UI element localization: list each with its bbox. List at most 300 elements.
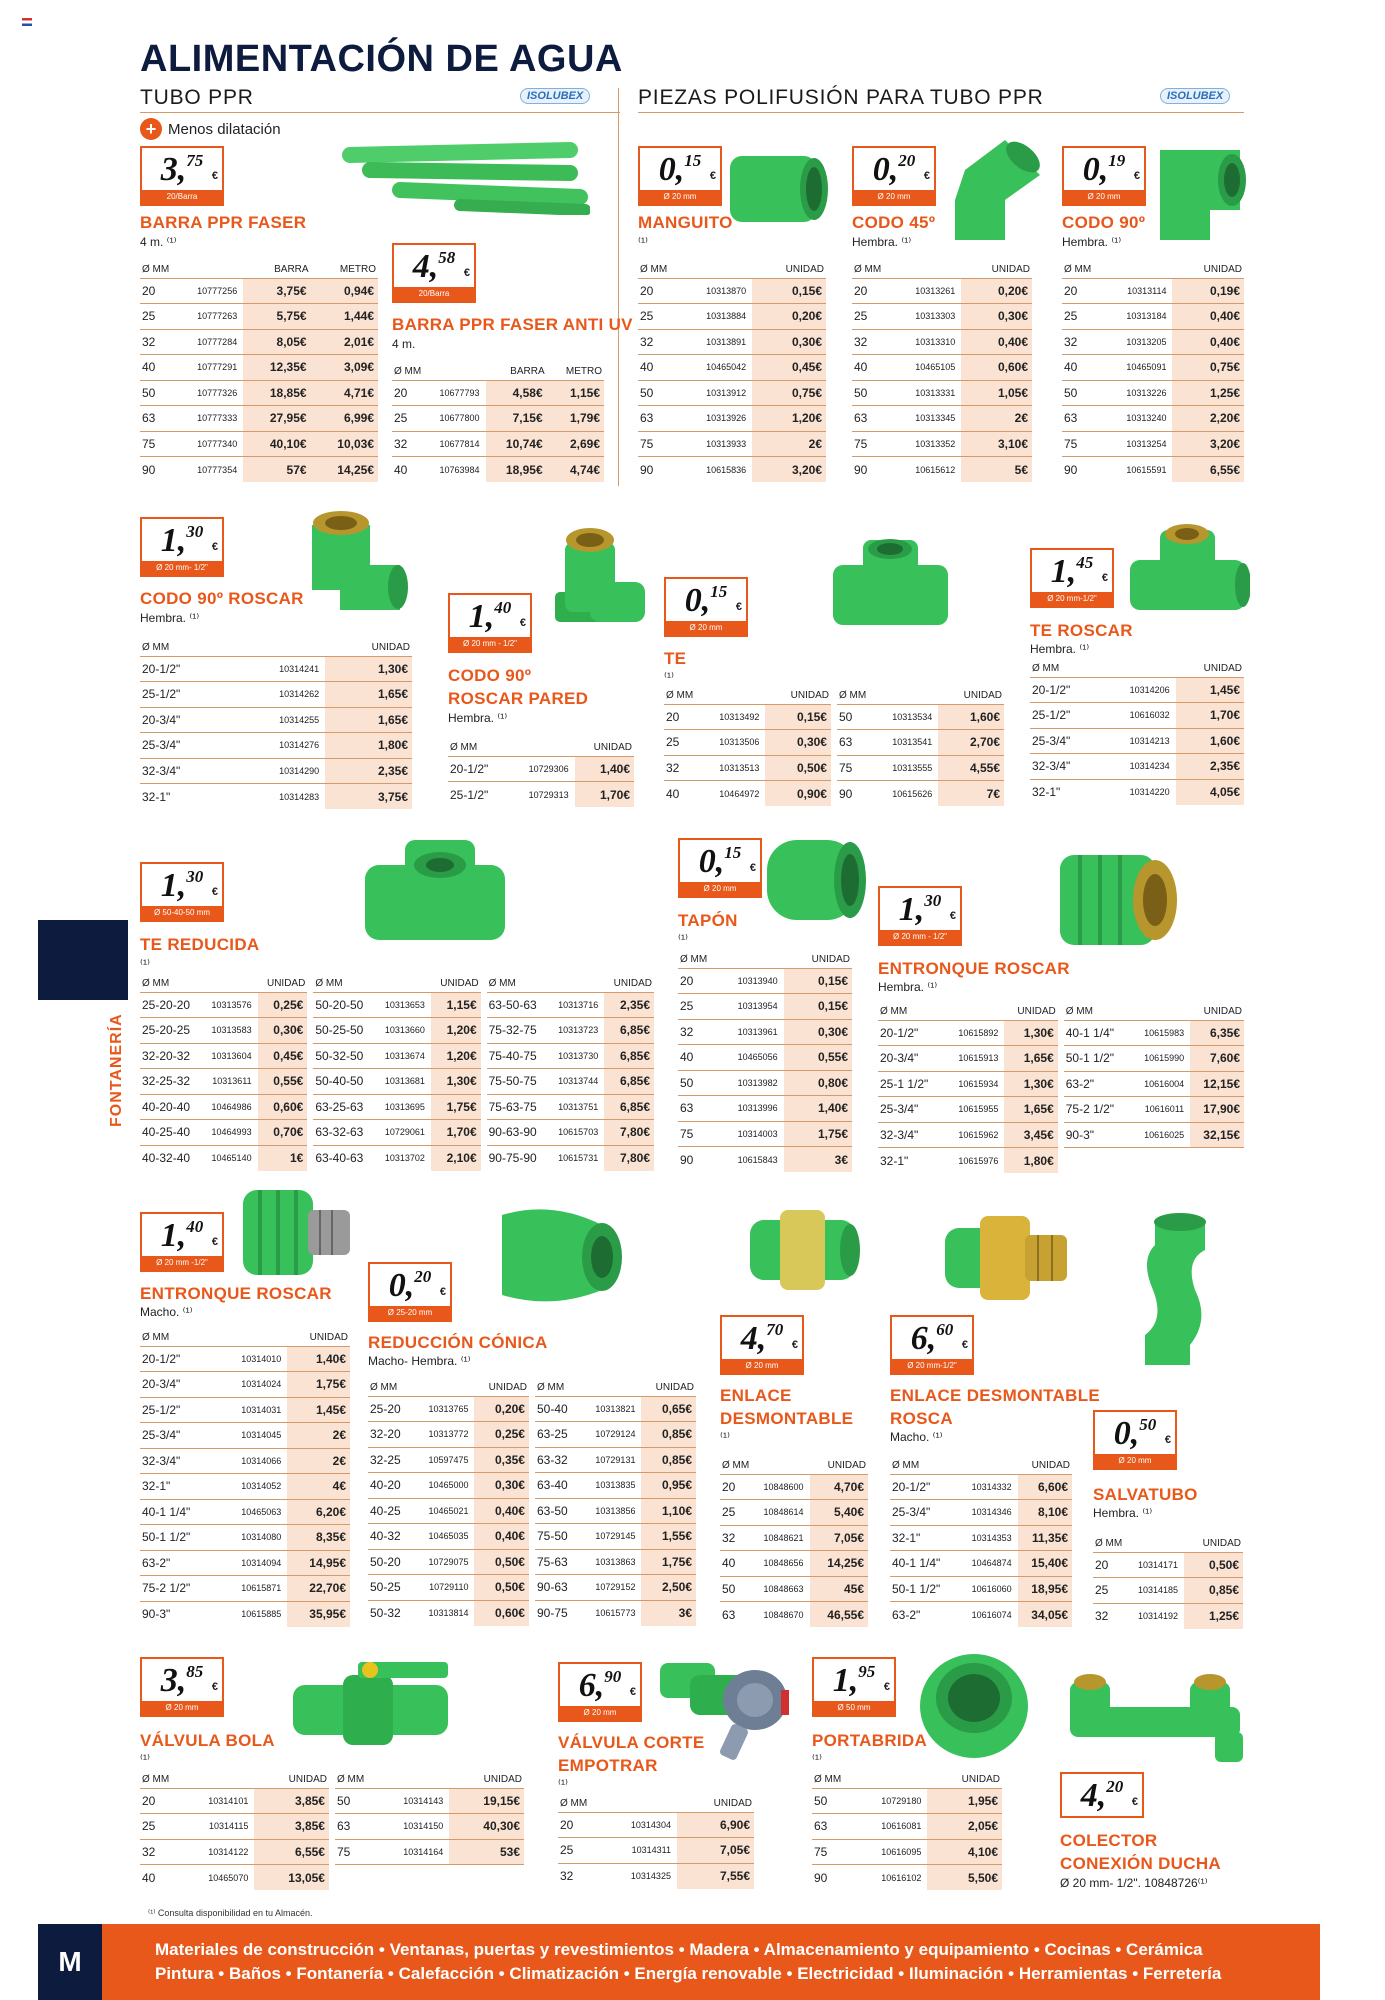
- price-cell: 0,20€: [752, 304, 826, 330]
- size-cell: 63: [812, 1814, 843, 1840]
- table-row: [140, 656, 412, 682]
- price-badge: 0,20 € Ø 25-20 mm: [368, 1262, 452, 1322]
- ref-cell: 10313576: [201, 992, 257, 1018]
- table-row: [140, 1839, 524, 1865]
- column-header: Ø MM: [814, 1774, 842, 1786]
- price-cell: 3,85€: [254, 1814, 329, 1840]
- table-row: [140, 1550, 350, 1576]
- price-cell: 6,55€: [254, 1839, 329, 1865]
- table-row: [678, 1147, 852, 1173]
- price-cell: 1,30€: [1004, 1071, 1057, 1097]
- size-cell: 40: [140, 355, 167, 381]
- size-cell: 63: [837, 730, 864, 756]
- table-row: [852, 406, 1032, 432]
- size-cell: 20: [558, 1812, 590, 1838]
- table-row: [140, 682, 412, 708]
- size-cell: 32: [558, 1863, 590, 1889]
- column-header: Ø MM: [142, 264, 170, 276]
- ref-cell: 10313814: [413, 1600, 475, 1626]
- price-cell: 7,05€: [810, 1525, 868, 1551]
- column-header: Ø MM: [488, 978, 516, 990]
- ref-cell: 10313996: [706, 1096, 784, 1122]
- ref-cell: 10314255: [227, 707, 325, 733]
- column-header: METRO: [565, 366, 602, 378]
- table-row: [1093, 1603, 1243, 1629]
- price-cell: 4,10€: [927, 1839, 1002, 1865]
- size-cell: 32-1": [890, 1525, 957, 1551]
- price-cell: 1,65€: [1004, 1046, 1057, 1072]
- ref-cell: 10314325: [590, 1863, 677, 1889]
- size-cell: 25: [678, 994, 706, 1020]
- ref-cell: 10313310: [881, 329, 961, 355]
- price-table: [852, 262, 1032, 482]
- size-cell: 32: [1062, 329, 1091, 355]
- price-cell: 7,05€: [677, 1838, 754, 1864]
- price-cell: 32,15€: [1190, 1122, 1244, 1148]
- table-row: [664, 781, 1004, 807]
- table-row: [368, 1422, 696, 1448]
- price-cell: 0,85€: [641, 1422, 696, 1448]
- column-header: Ø MM: [892, 1460, 920, 1472]
- price-cell: 8,05€: [243, 329, 310, 355]
- size-cell: 50-40-50: [313, 1069, 374, 1095]
- price-cell: 0,75€: [1172, 355, 1244, 381]
- price-cell: 2,01€: [311, 329, 378, 355]
- ref-cell: 10314031: [217, 1397, 288, 1423]
- ref-cell: 10313205: [1091, 329, 1172, 355]
- ref-cell: 10729180: [843, 1788, 928, 1814]
- size-cell: 75: [335, 1839, 365, 1865]
- product-sub: 4 m. ⁽¹⁾: [140, 235, 177, 249]
- price-cell: 0,70€: [258, 1120, 308, 1146]
- price-badge: 0,15 € Ø 20 mm: [678, 838, 762, 898]
- ref-cell: 10313653: [374, 992, 430, 1018]
- column-header: Ø MM: [1095, 1538, 1123, 1550]
- price-cell: 1,20€: [431, 1018, 481, 1044]
- price-cell: 10,03€: [311, 431, 378, 457]
- price-cell: 2,70€: [938, 730, 1004, 756]
- ref-cell: 10615934: [944, 1071, 1005, 1097]
- ref-cell: 10313681: [374, 1069, 430, 1095]
- price-badge: 0,20 € Ø 20 mm: [852, 146, 936, 206]
- column-header: Ø MM: [1064, 264, 1092, 276]
- ref-cell: 10615955: [944, 1097, 1005, 1123]
- price-cell: 17,90€: [1190, 1097, 1244, 1123]
- product-sub: Hembra. ⁽¹⁾: [878, 980, 938, 994]
- right-subtitle: PIEZAS POLIFUSIÓN PARA TUBO PPR: [638, 86, 1044, 109]
- size-cell: 25: [638, 304, 668, 330]
- product-sub: ⁽¹⁾: [140, 1752, 150, 1766]
- size-cell: 50: [678, 1070, 706, 1096]
- table-row: [1093, 1578, 1243, 1604]
- price-cell: 34,05€: [1018, 1602, 1072, 1628]
- price-cell: 1,65€: [325, 707, 412, 733]
- table-row: [368, 1600, 696, 1626]
- union-image: [745, 1205, 860, 1295]
- price-cell: 3,09€: [311, 355, 378, 381]
- size-cell: 75: [852, 431, 881, 457]
- ref-cell: 10615976: [944, 1148, 1005, 1174]
- table-row: [664, 755, 1004, 781]
- size-cell: 40-1 1/4": [890, 1551, 957, 1577]
- ref-cell: 10777291: [167, 355, 243, 381]
- table-row: [890, 1525, 1072, 1551]
- footer-categories-line2[interactable]: Pintura • Baños • Fontanería • Calefacción • Climatización • Energía renovable • Electricidad • Iluminación • Herramientas • Ferretería: [155, 1964, 1222, 1983]
- table-row: [368, 1575, 696, 1601]
- ref-cell: 10729306: [507, 756, 574, 782]
- column-header: UNIDAD: [1031, 1460, 1070, 1472]
- size-cell: 25: [664, 730, 691, 756]
- ref-cell: 10615773: [580, 1600, 642, 1626]
- brand-logo-footer: M: [38, 1924, 102, 2000]
- ref-cell: 10313583: [201, 1018, 257, 1044]
- price-cell: 1,79€: [547, 406, 604, 432]
- table-row: [140, 1788, 524, 1814]
- ref-cell: 10848670: [744, 1602, 810, 1628]
- table-row: [1062, 457, 1244, 483]
- ref-cell: 10465000: [413, 1473, 475, 1499]
- ref-cell: 10314052: [217, 1474, 288, 1500]
- size-cell: 50-1 1/2": [890, 1576, 957, 1602]
- size-cell: 63-32-63: [313, 1120, 374, 1146]
- size-cell: 90: [852, 457, 881, 483]
- price-cell: 5€: [961, 457, 1032, 483]
- price-table: [368, 1380, 696, 1626]
- ref-cell: 10313261: [881, 278, 961, 304]
- table-row: [720, 1525, 868, 1551]
- price-badge: 6,90 € Ø 20 mm: [558, 1662, 642, 1722]
- price-cell: 0,60€: [258, 1094, 308, 1120]
- ref-cell: 10729110: [413, 1575, 475, 1601]
- ref-cell: 10313926: [668, 406, 752, 432]
- size-cell: 32: [1093, 1603, 1117, 1629]
- column-header: UNIDAD: [1203, 663, 1242, 675]
- size-cell: 50-1 1/2": [1064, 1046, 1130, 1072]
- column-header: Ø MM: [854, 264, 882, 276]
- size-cell: 50: [638, 380, 668, 406]
- ref-cell: 10616060: [957, 1576, 1018, 1602]
- ref-cell: 10616095: [843, 1839, 928, 1865]
- ref-cell: 10314115: [170, 1814, 254, 1840]
- size-cell: 40: [1062, 355, 1091, 381]
- size-cell: 20: [392, 380, 417, 406]
- table-row: [890, 1576, 1072, 1602]
- size-cell: 20-1/2": [878, 1020, 944, 1046]
- ref-cell: 10313751: [548, 1094, 604, 1120]
- price-cell: 1,15€: [547, 380, 604, 406]
- ref-cell: 10729124: [580, 1422, 642, 1448]
- size-cell: 32: [664, 755, 691, 781]
- table-row: [558, 1838, 754, 1864]
- ref-cell: 10615843: [706, 1147, 784, 1173]
- table-row: [392, 431, 604, 457]
- price-cell: 1,30€: [1004, 1020, 1057, 1046]
- table-row: [890, 1474, 1072, 1500]
- price-cell: 4,71€: [311, 380, 378, 406]
- price-cell: 7,15€: [486, 406, 547, 432]
- price-cell: 0,25€: [258, 992, 308, 1018]
- price-cell: 0,30€: [258, 1018, 308, 1044]
- crossover-image: [1135, 1210, 1230, 1375]
- price-cell: 3€: [784, 1147, 852, 1173]
- price-cell: 2,35€: [604, 992, 654, 1018]
- size-cell: 20-3/4": [140, 1372, 217, 1398]
- product-name: CONEXIÓN DUCHA: [1060, 1854, 1221, 1873]
- size-cell: 20: [140, 1788, 170, 1814]
- size-cell: 50: [837, 704, 864, 730]
- price-cell: 4,55€: [938, 755, 1004, 781]
- footer-categories-line1[interactable]: Materiales de construcción • Ventanas, puertas y revestimientos • Madera • Almacenamiento y equipamiento • Cocinas • Cerámica: [155, 1940, 1203, 1959]
- size-cell: 63-2": [140, 1550, 217, 1576]
- price-cell: 0,30€: [765, 730, 831, 756]
- ref-cell: 10314003: [706, 1121, 784, 1147]
- size-cell: 20: [638, 278, 668, 304]
- table-row: [878, 1071, 1244, 1097]
- size-cell: 50: [720, 1576, 744, 1602]
- price-badge: 1,30 € Ø 50-40-50 mm: [140, 862, 224, 922]
- size-cell: 25-1/2": [140, 1397, 217, 1423]
- size-cell: 90: [812, 1865, 843, 1891]
- price-badge: 0,50 € Ø 20 mm: [1093, 1410, 1177, 1470]
- ref-cell: 10777256: [167, 278, 243, 304]
- table-row: [678, 1070, 852, 1096]
- size-cell: 63-40-63: [313, 1145, 374, 1171]
- ref-cell: 10314143: [365, 1788, 449, 1814]
- ref-cell: 10615626: [864, 781, 938, 807]
- table-row: [140, 1814, 524, 1840]
- size-cell: 75: [140, 431, 167, 457]
- price-table: [448, 740, 634, 807]
- size-cell: 63-25: [535, 1422, 580, 1448]
- size-cell: [335, 1865, 365, 1891]
- column-header: UNIDAD: [1017, 1006, 1056, 1018]
- size-cell: 25-3/4": [890, 1500, 957, 1526]
- ref-cell: 10777333: [167, 406, 243, 432]
- size-cell: 25-3/4": [878, 1097, 944, 1123]
- price-cell: 8,10€: [1018, 1500, 1072, 1526]
- column-header: UNIDAD: [655, 1382, 694, 1394]
- size-cell: 32-25: [368, 1447, 413, 1473]
- price-cell: 12,15€: [1190, 1071, 1244, 1097]
- price-cell: 6,20€: [287, 1499, 350, 1525]
- table-row: [1062, 329, 1244, 355]
- price-badge: 4,58 € 20/Barra: [392, 243, 476, 303]
- price-cell: 1€: [258, 1145, 308, 1171]
- table-row: [852, 278, 1032, 304]
- column-header: Ø MM: [722, 1460, 750, 1472]
- ref-cell: 10465021: [413, 1498, 475, 1524]
- size-cell: 40-25-40: [140, 1120, 201, 1146]
- table-row: [1062, 304, 1244, 330]
- ref-cell: 10313933: [668, 431, 752, 457]
- size-cell: 25-1 1/2": [878, 1071, 944, 1097]
- size-cell: 63-50-63: [487, 992, 548, 1018]
- size-cell: 40: [852, 355, 881, 381]
- price-cell: 0,40€: [474, 1498, 528, 1524]
- ref-cell: 10615703: [548, 1120, 604, 1146]
- column-header: UNIDAD: [1202, 1538, 1241, 1550]
- table-row: [678, 1121, 852, 1147]
- table-row: [664, 730, 1004, 756]
- price-table: [720, 1458, 868, 1627]
- price-cell: 1,10€: [641, 1498, 696, 1524]
- price-badge: 1,45 € Ø 20 mm-1/2": [1030, 548, 1114, 608]
- ref-cell: 10677814: [417, 431, 486, 457]
- size-cell: 40-32-40: [140, 1145, 201, 1171]
- table-row: [558, 1863, 754, 1889]
- column-header: Ø MM: [336, 1774, 365, 1786]
- ref-cell: 10848656: [744, 1551, 810, 1577]
- price-cell: 3,45€: [1004, 1122, 1057, 1148]
- table-row: [1030, 677, 1244, 703]
- size-cell: 50: [1062, 380, 1091, 406]
- ref-cell: 10313856: [580, 1498, 642, 1524]
- size-cell: 32: [140, 329, 167, 355]
- price-cell: 2,50€: [641, 1575, 696, 1601]
- price-cell: 45€: [810, 1576, 868, 1602]
- price-cell: 53€: [449, 1839, 524, 1865]
- size-cell: 40-20-40: [140, 1094, 201, 1120]
- size-cell: 63-2": [1064, 1071, 1130, 1097]
- size-cell: 32: [638, 329, 668, 355]
- ref-cell: 10314311: [590, 1838, 677, 1864]
- product-sub: Hembra. ⁽¹⁾: [1030, 642, 1090, 656]
- price-cell: 57€: [243, 457, 310, 483]
- column-header: Ø MM: [142, 1774, 170, 1786]
- size-cell: 90: [837, 781, 864, 807]
- price-cell: 0,45€: [752, 355, 826, 381]
- table-row: [812, 1839, 1002, 1865]
- table-row: [140, 278, 378, 304]
- size-cell: 40: [392, 457, 417, 483]
- ref-cell: 10729131: [580, 1447, 642, 1473]
- table-row: [140, 1145, 654, 1171]
- table-row: [368, 1524, 696, 1550]
- ref-cell: 10313982: [706, 1070, 784, 1096]
- size-cell: 75: [678, 1121, 706, 1147]
- table-row: [852, 457, 1032, 483]
- product-name: BARRA PPR FASER ANTI UV: [392, 315, 633, 334]
- ref-cell: 10314241: [227, 656, 325, 682]
- price-cell: 2,10€: [431, 1145, 481, 1171]
- price-cell: 0,50€: [1184, 1552, 1243, 1578]
- ref-cell: 10848614: [744, 1500, 810, 1526]
- price-cell: 7,60€: [1190, 1046, 1244, 1072]
- price-cell: 27,95€: [243, 406, 310, 432]
- price-cell: 4,58€: [486, 380, 547, 406]
- price-table: [140, 262, 378, 482]
- table-row: [448, 756, 634, 782]
- table-row: [140, 1043, 654, 1069]
- table-row: [638, 304, 826, 330]
- price-badge: 4,70 € Ø 20 mm: [720, 1315, 804, 1375]
- size-cell: 32-3/4": [140, 1448, 217, 1474]
- size-cell: 40-1 1/4": [140, 1499, 217, 1525]
- size-cell: 40: [140, 1865, 170, 1891]
- table-row: [140, 707, 412, 733]
- table-row: [812, 1865, 1002, 1891]
- size-cell: 32-1": [140, 784, 227, 810]
- ref-cell: 10313765: [413, 1396, 475, 1422]
- size-cell: [1064, 1148, 1130, 1174]
- size-cell: 75: [837, 755, 864, 781]
- price-badge: 6,60 € Ø 20 mm-1/2": [890, 1315, 974, 1375]
- price-table: [1062, 262, 1244, 482]
- column-header: UNIDAD: [811, 954, 850, 966]
- price-cell: 0,85€: [641, 1447, 696, 1473]
- product-sub: ⁽¹⁾: [720, 1430, 730, 1444]
- price-cell: 40,10€: [243, 431, 310, 457]
- size-cell: 75-2 1/2": [140, 1576, 217, 1602]
- ref-cell: 10314010: [217, 1346, 288, 1372]
- price-table: [878, 1004, 1244, 1173]
- ref-cell: 10314262: [227, 682, 325, 708]
- female-adapter-image: [1055, 845, 1185, 955]
- product-name: EMPOTRAR: [558, 1756, 658, 1775]
- ref-cell: 10777326: [167, 380, 243, 406]
- size-cell: 63: [720, 1602, 744, 1628]
- table-row: [140, 329, 378, 355]
- size-cell: 75: [638, 431, 668, 457]
- size-cell: 20-3/4": [140, 707, 227, 733]
- price-table: [1093, 1536, 1243, 1629]
- size-cell: 40: [678, 1045, 706, 1071]
- divider: [618, 88, 619, 486]
- price-cell: 1,75€: [784, 1121, 852, 1147]
- price-table: [1030, 661, 1244, 805]
- ref-cell: 10777263: [167, 304, 243, 330]
- price-cell: 0,25€: [474, 1422, 528, 1448]
- ref-cell: 10729061: [374, 1120, 430, 1146]
- column-header: UNIDAD: [440, 978, 479, 990]
- size-cell: 90-3": [140, 1601, 217, 1627]
- size-cell: 32: [852, 329, 881, 355]
- size-cell: 50-20: [368, 1549, 413, 1575]
- ref-cell: 10616032: [1098, 703, 1175, 729]
- ref-cell: 10729075: [413, 1549, 475, 1575]
- size-cell: 90: [638, 457, 668, 483]
- price-cell: 1,65€: [325, 682, 412, 708]
- price-cell: 0,30€: [474, 1473, 528, 1499]
- price-cell: 1,70€: [575, 782, 634, 808]
- size-cell: 25-20-20: [140, 992, 201, 1018]
- ref-cell: 10616025: [1130, 1122, 1191, 1148]
- ref-cell: 10313912: [668, 380, 752, 406]
- ref-cell: 10313660: [374, 1018, 430, 1044]
- table-row: [852, 304, 1032, 330]
- size-cell: 63-32: [535, 1447, 580, 1473]
- size-cell: 90: [678, 1147, 706, 1173]
- size-cell: 50-40: [535, 1396, 580, 1422]
- price-cell: 0,35€: [474, 1447, 528, 1473]
- size-cell: 63: [1062, 406, 1091, 432]
- size-cell: 25-20-25: [140, 1018, 201, 1044]
- price-cell: 5,40€: [810, 1500, 868, 1526]
- ref-cell: 10313954: [706, 994, 784, 1020]
- product-sub: 4 m.: [392, 337, 416, 351]
- ref-cell: 10313744: [548, 1069, 604, 1095]
- price-cell: 2,35€: [1176, 754, 1244, 780]
- product-sub: Macho. ⁽¹⁾: [890, 1430, 943, 1444]
- size-cell: 40: [664, 781, 691, 807]
- price-cell: 14,25€: [311, 457, 378, 483]
- price-cell: 1,75€: [641, 1549, 696, 1575]
- table-row: [664, 704, 1004, 730]
- product-name: ENTRONQUE ROSCAR: [140, 1284, 332, 1303]
- column-header: UNIDAD: [371, 642, 410, 654]
- table-row: [140, 457, 378, 483]
- table-row: [1030, 728, 1244, 754]
